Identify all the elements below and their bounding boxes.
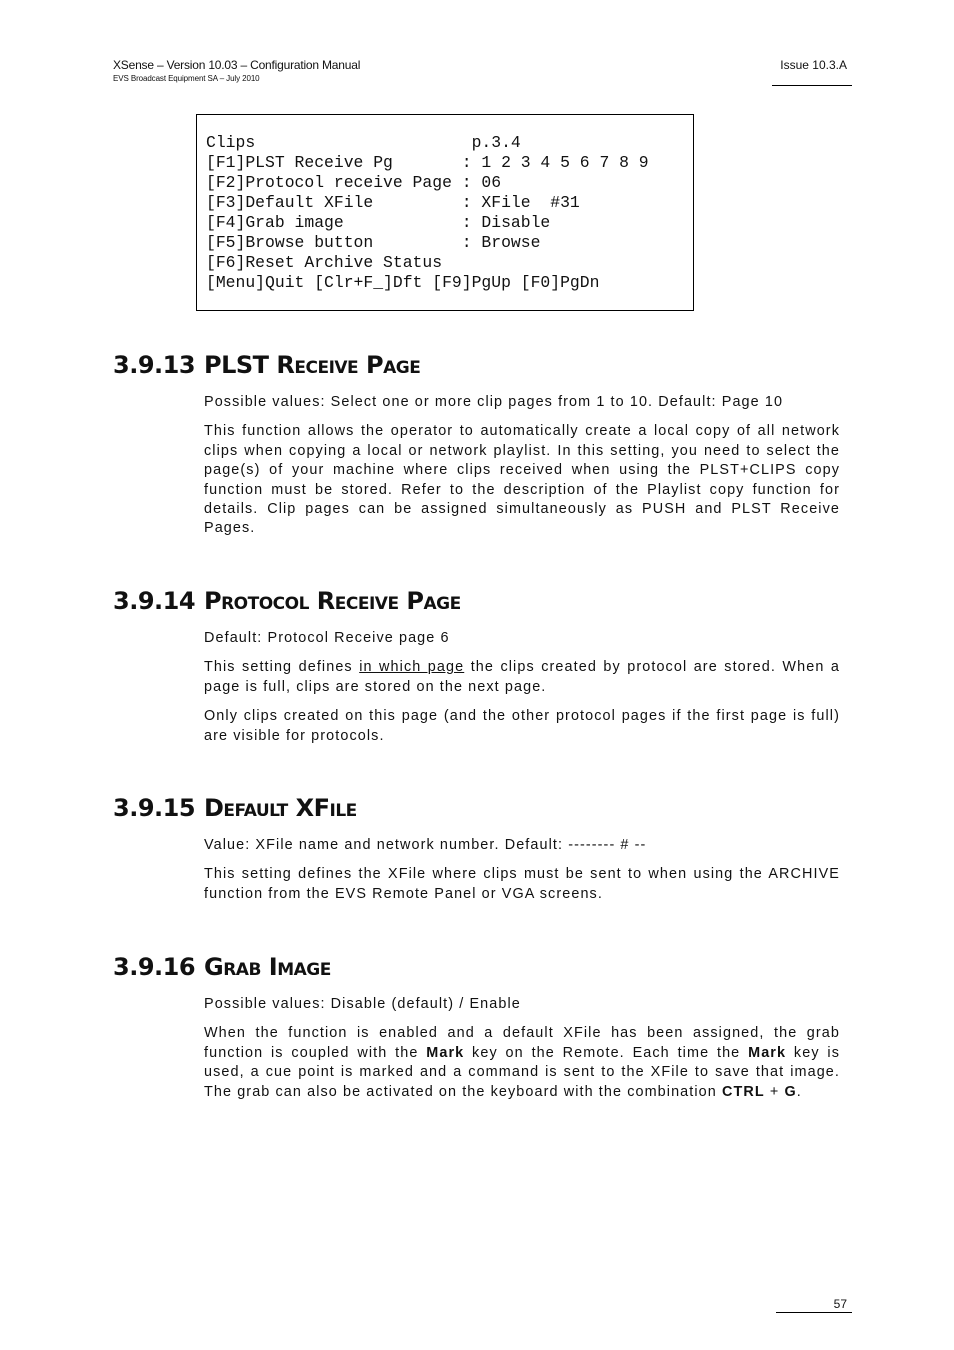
paragraph: This function allows the operator to automatically create a local copy of all network clips when copying a local or network playlist. In this setting, you need to select the page(s) of your machine where clips received when using the PLST+CLIPS copy function must be stored. Refer to the description of the Playlist copy function for details. Clip pages can be assigned simultaneously as PUSH and PLST Receive Pages.: [204, 423, 840, 537]
text-run: .: [796, 1083, 802, 1100]
paragraph: Possible values: Select one or more clip pages from 1 to 10. Default: Page 10: [204, 394, 784, 410]
screen-line: [F5]Browse button : Browse: [206, 233, 541, 252]
section-plst-receive-page: [113, 351, 840, 539]
paragraph: This setting defines the XFile where clips must be sent to when using the ARCHIVE function from the EVS Remote Panel or VGA screens.: [204, 866, 840, 902]
screen-line: [F6]Reset Archive Status: [206, 253, 443, 272]
page-number: 57: [833, 1297, 847, 1311]
section-title: Grab Image: [204, 953, 331, 981]
footer-rule: [776, 1312, 852, 1313]
screen-line: Clips p.3.4: [206, 133, 521, 152]
key-name: G: [784, 1083, 797, 1100]
section-protocol-receive-page: [113, 587, 840, 746]
paragraph: Possible values: Disable (default) / Enable: [204, 996, 521, 1012]
publisher-line: EVS Broadcast Equipment SA – July 2010: [113, 74, 260, 83]
screen-line: [F1]PLST Receive Pg : 1 2 3 4 5 6 7 8 9: [206, 153, 649, 172]
menu-screen-box: [196, 114, 694, 311]
key-name: Mark: [748, 1044, 787, 1061]
section-heading: [113, 794, 840, 822]
menu-screen-text: [206, 133, 649, 293]
text-run: the clips created by protocol are stored. When a page is full, clips are stored on the next page.: [204, 659, 840, 695]
section-number: 3.9.14: [113, 587, 196, 615]
screen-line: [Menu]Quit [Clr+F_]Dft [F9]PgUp [F0]PgDn: [206, 273, 600, 292]
section-title: Default XFile: [204, 794, 357, 822]
text-run: +: [764, 1083, 785, 1100]
section-default-xfile: [113, 794, 840, 904]
paragraph: [204, 1024, 840, 1102]
section-number: 3.9.13: [113, 351, 196, 379]
section-grab-image: [113, 953, 840, 1102]
key-name: CTRL: [722, 1083, 765, 1100]
underlined-text: in which page: [359, 659, 465, 676]
screen-line: [F2]Protocol receive Page : 06: [206, 173, 502, 192]
section-number: 3.9.15: [113, 794, 196, 822]
paragraph: Only clips created on this page (and the other protocol pages if the first page is full) are visible for protocols.: [204, 708, 840, 744]
manual-title: XSense – Version 10.03 – Configuration Manual: [113, 58, 361, 72]
paragraph: Default: Protocol Receive page 6: [204, 630, 450, 646]
screen-line: [F4]Grab image : Disable: [206, 213, 551, 232]
key-name: Mark: [426, 1044, 465, 1061]
section-title: Protocol Receive Page: [204, 587, 461, 615]
text-run: When the function is enabled and a default XFile has been assigned, the grab function is coupled with the: [204, 1025, 840, 1061]
section-heading: [113, 587, 840, 615]
section-heading: [113, 351, 840, 379]
text-run: This setting defines: [204, 659, 360, 676]
section-number: 3.9.16: [113, 953, 196, 981]
text-run: key on the Remote. Each time the: [464, 1044, 749, 1061]
issue-label: Issue 10.3.A: [780, 58, 847, 72]
screen-line: [F3]Default XFile : XFile #31: [206, 193, 580, 212]
section-heading: [113, 953, 840, 981]
paragraph: [204, 658, 840, 697]
header-rule: [772, 85, 852, 86]
paragraph: Value: XFile name and network number. Default: -------- # --: [204, 837, 647, 853]
text-run: key is used, a cue point is marked and a command is sent to the XFile to save that image. The grab can also be activated on the keyboard with the combination: [204, 1044, 841, 1100]
section-title: PLST Receive Page: [204, 351, 421, 379]
